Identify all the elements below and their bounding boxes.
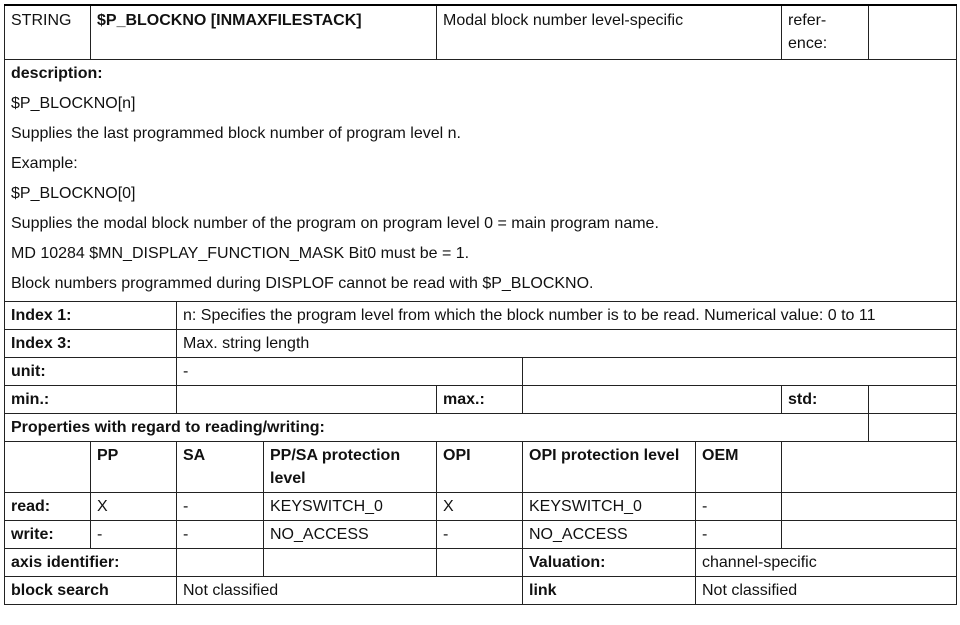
write-label: write: <box>5 520 91 548</box>
unit-value: - <box>177 357 523 385</box>
unit-label: unit: <box>5 357 177 385</box>
link-value: Not classified <box>696 576 957 604</box>
axis-empty-1 <box>177 548 264 576</box>
write-opi-protection: NO_ACCESS <box>523 520 696 548</box>
col-header-sa: SA <box>177 441 264 492</box>
description-line: MD 10284 $MN_DISPLAY_FUNCTION_MASK Bit0 must be = 1. <box>11 244 470 262</box>
description-line: Supplies the last programmed block number of program level n. <box>11 124 461 142</box>
description-line: Block numbers programmed during DISPLOF cannot be read with $P_BLOCKNO. <box>11 274 594 292</box>
reference-label-line2: ence: <box>788 35 828 52</box>
read-opi: X <box>437 492 523 520</box>
link-label: link <box>523 576 696 604</box>
block-search-label: block search <box>5 576 177 604</box>
index1-label: Index 1: <box>5 301 177 329</box>
read-opi-protection: KEYSWITCH_0 <box>523 492 696 520</box>
properties-corner <box>5 441 91 492</box>
read-sa: - <box>177 492 264 520</box>
write-opi: - <box>437 520 523 548</box>
variable-title: Modal block number level-specific <box>437 5 782 59</box>
index1-value: n: Specifies the program level from which the block number is to be read. Numerical value: 0 to 11 <box>177 301 957 329</box>
description-line: $P_BLOCKNO[0] <box>11 184 136 202</box>
description-label: description: <box>11 64 103 82</box>
read-pp-sa-protection: KEYSWITCH_0 <box>264 492 437 520</box>
parameter-table <box>4 4 957 605</box>
reference-value <box>869 5 957 59</box>
properties-label: Properties with regard to reading/writing: <box>5 413 869 441</box>
min-value <box>177 385 437 413</box>
read-oem: - <box>696 492 782 520</box>
variable-name: $P_BLOCKNO [INMAXFILESTACK] <box>91 5 437 59</box>
index3-value: Max. string length <box>177 329 957 357</box>
index3-label: Index 3: <box>5 329 177 357</box>
col-header-pp: PP <box>91 441 177 492</box>
valuation-label: Valuation: <box>523 548 696 576</box>
col-header-opi-protection: OPI protection level <box>523 441 696 492</box>
max-label: max.: <box>437 385 523 413</box>
valuation-value: channel-specific <box>696 548 957 576</box>
max-value <box>523 385 782 413</box>
description-block <box>5 59 957 301</box>
axis-empty-3 <box>437 548 523 576</box>
description-line: Supplies the modal block number of the program on program level 0 = main program name. <box>11 214 659 232</box>
axis-empty-2 <box>264 548 437 576</box>
description-line: Example: <box>11 154 78 172</box>
write-sa: - <box>177 520 264 548</box>
description-line: $P_BLOCKNO[n] <box>11 94 136 112</box>
read-empty <box>782 492 957 520</box>
col-header-pp-sa-protection: PP/SA protection level <box>264 441 437 492</box>
axis-identifier-label: axis identifier: <box>5 548 177 576</box>
min-label: min.: <box>5 385 177 413</box>
read-label: read: <box>5 492 91 520</box>
write-pp: - <box>91 520 177 548</box>
col-header-oem: OEM <box>696 441 782 492</box>
type-cell: STRING <box>5 5 91 59</box>
reference-label-line1: refer- <box>788 12 827 29</box>
col-header-opi: OPI <box>437 441 523 492</box>
write-oem: - <box>696 520 782 548</box>
std-label: std: <box>782 385 869 413</box>
col-header-empty <box>782 441 957 492</box>
unit-empty <box>523 357 957 385</box>
block-search-value: Not classified <box>177 576 523 604</box>
write-pp-sa-protection: NO_ACCESS <box>264 520 437 548</box>
std-value <box>869 385 957 413</box>
reference-label <box>782 5 869 59</box>
read-pp: X <box>91 492 177 520</box>
properties-empty <box>869 413 957 441</box>
write-empty <box>782 520 957 548</box>
